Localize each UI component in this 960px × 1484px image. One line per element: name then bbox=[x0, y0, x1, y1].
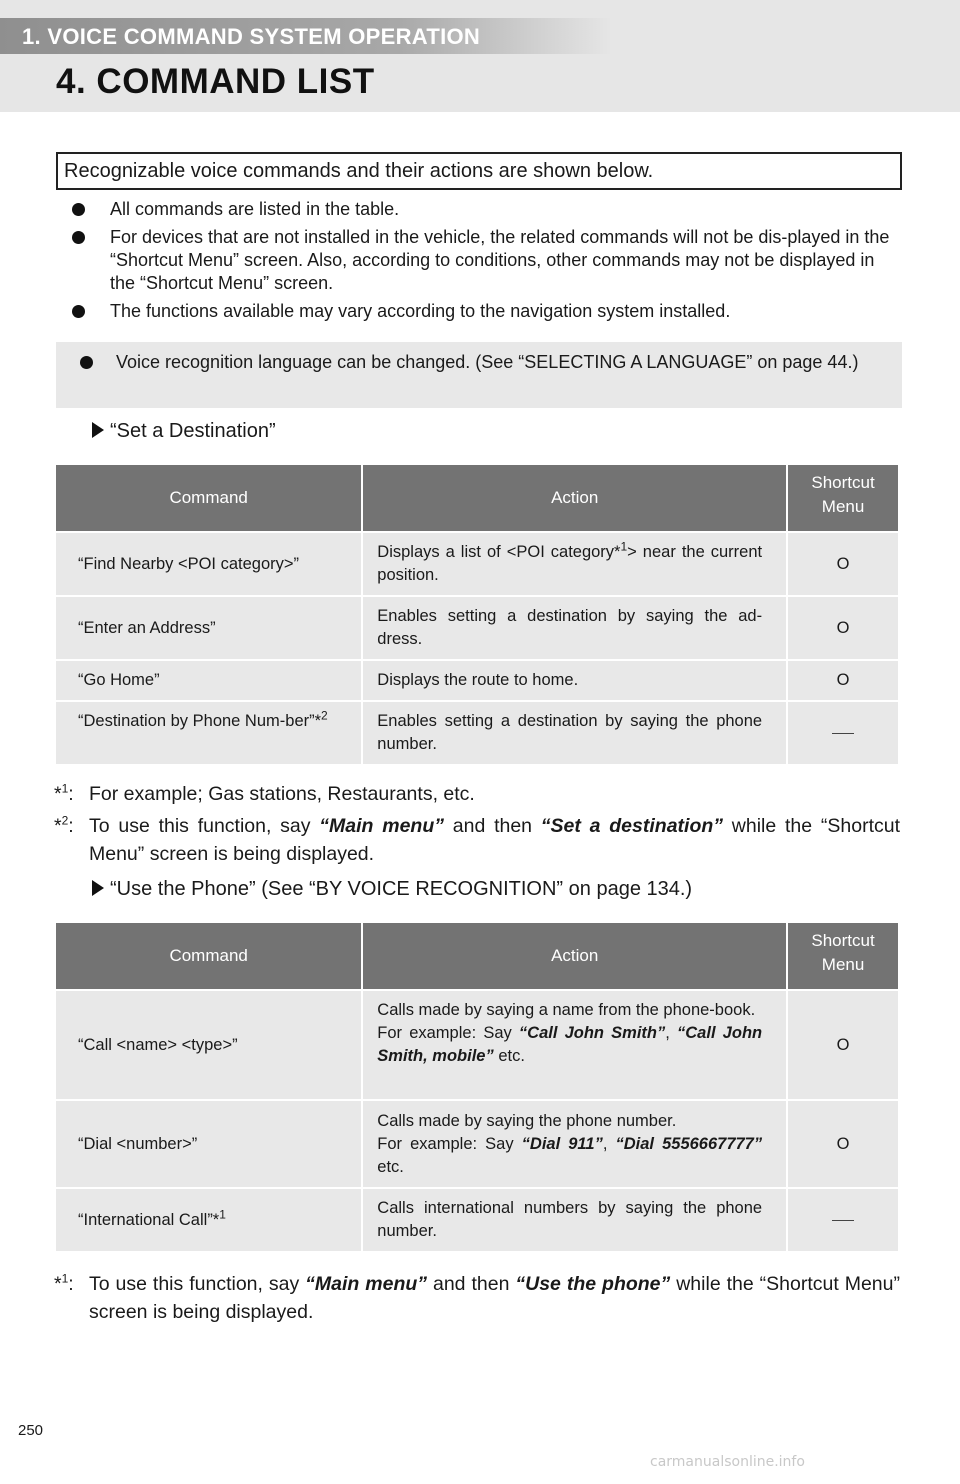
command-cell: “Find Nearby <POI category>” bbox=[56, 533, 361, 595]
footnote-2: *$^2$: To use this function, say “Main menu” and then “Set a destination” while the “Shortcut Menu” screen is being displayed. bbox=[54, 813, 900, 865]
triangle-arrow-icon bbox=[92, 422, 104, 438]
column-header-shortcut: Shortcut Menu bbox=[788, 923, 898, 989]
table-row bbox=[56, 661, 898, 700]
action-cell: Calls international numbers by saying the phone number. bbox=[363, 1189, 786, 1251]
action-cell: Calls made by saying a name from the phone-book. For example: Say “Call John Smith”, “Call John Smith, mobile” etc. bbox=[363, 991, 786, 1099]
action-cell: Enables setting a destination by saying the phone number. bbox=[363, 702, 786, 764]
shortcut-cell: O bbox=[788, 661, 898, 700]
footnote-3: *$^1$: To use this function, say “Main menu” and then “Use the phone” while the “Shortcut Menu” screen is being displayed. bbox=[54, 1271, 900, 1323]
column-header-action: Action bbox=[363, 465, 786, 531]
command-cell: “Go Home” bbox=[56, 661, 361, 700]
table-row bbox=[56, 1189, 898, 1251]
triangle-arrow-icon bbox=[92, 880, 104, 896]
table-row bbox=[56, 702, 898, 764]
action-cell: Calls made by saying the phone number. For example: Say “Dial 911”, “Dial 5556667777” etc. bbox=[363, 1101, 786, 1187]
table-header-row bbox=[56, 923, 898, 989]
command-cell: “Destination by Phone Num-ber”*$^2$ bbox=[56, 702, 361, 764]
page-title: 4. COMMAND LIST bbox=[56, 62, 375, 101]
shortcut-cell: O bbox=[788, 1101, 898, 1187]
shortcut-cell: O bbox=[788, 597, 898, 659]
watermark[interactable]: carmanualsonline.info bbox=[650, 1454, 805, 1470]
sub-heading-set-destination: “Set a Destination” bbox=[92, 419, 276, 443]
column-header-shortcut: Shortcut Menu bbox=[788, 465, 898, 531]
column-header-action: Action bbox=[363, 923, 786, 989]
bullet-list bbox=[72, 198, 902, 328]
bullet-icon bbox=[80, 356, 93, 369]
table-row bbox=[56, 597, 898, 659]
action-cell: Displays a list of <POI category*$^1$> near the current position. bbox=[363, 533, 786, 595]
bullet-icon bbox=[72, 231, 85, 244]
sub-heading-use-phone: “Use the Phone” (See “BY VOICE RECOGNITION” on page 134.) bbox=[92, 877, 692, 901]
note-box bbox=[56, 342, 902, 408]
shortcut-cell: O bbox=[788, 991, 898, 1099]
action-cell: Enables setting a destination by saying the ad-dress. bbox=[363, 597, 786, 659]
dash-icon bbox=[832, 733, 854, 734]
page-number: 250 bbox=[18, 1422, 44, 1439]
bullet-icon bbox=[72, 305, 85, 318]
table-header-row bbox=[56, 465, 898, 531]
intro-box: Recognizable voice commands and their actions are shown below. bbox=[56, 152, 902, 190]
note-item: Voice recognition language can be changed. (See “SELECTING A LANGUAGE” on page 44.) bbox=[78, 351, 882, 374]
table-row bbox=[56, 991, 898, 1099]
shortcut-cell bbox=[788, 702, 898, 764]
shortcut-cell: O bbox=[788, 533, 898, 595]
column-header-command: Command bbox=[56, 923, 361, 989]
command-cell: “Dial <number>” bbox=[56, 1101, 361, 1187]
column-header-command: Command bbox=[56, 465, 361, 531]
footnote-1: *$^1$: For example; Gas stations, Restaurants, etc. bbox=[54, 781, 475, 805]
shortcut-cell bbox=[788, 1189, 898, 1251]
bullet-item: All commands are listed in the table. bbox=[72, 198, 902, 221]
bullet-item: The functions available may vary according to the navigation system installed. bbox=[72, 300, 902, 323]
dash-icon bbox=[832, 1220, 854, 1221]
command-cell: “International Call”*$^1$ bbox=[56, 1189, 361, 1251]
command-table-phone bbox=[54, 921, 900, 1253]
table-row bbox=[56, 533, 898, 595]
command-cell: “Call <name> <type>” bbox=[56, 991, 361, 1099]
table-row bbox=[56, 1101, 898, 1187]
command-table-destination bbox=[54, 463, 900, 766]
bullet-icon bbox=[72, 203, 85, 216]
section-title: 1. VOICE COMMAND SYSTEM OPERATION bbox=[0, 18, 612, 54]
action-cell: Displays the route to home. bbox=[363, 661, 786, 700]
command-cell: “Enter an Address” bbox=[56, 597, 361, 659]
bullet-item: For devices that are not installed in the vehicle, the related commands will not be dis-played in the “Shortcut Menu” screen. Also, according to conditions, other commands may not be displayed in the “Shortcut Menu” screen. bbox=[72, 226, 902, 295]
